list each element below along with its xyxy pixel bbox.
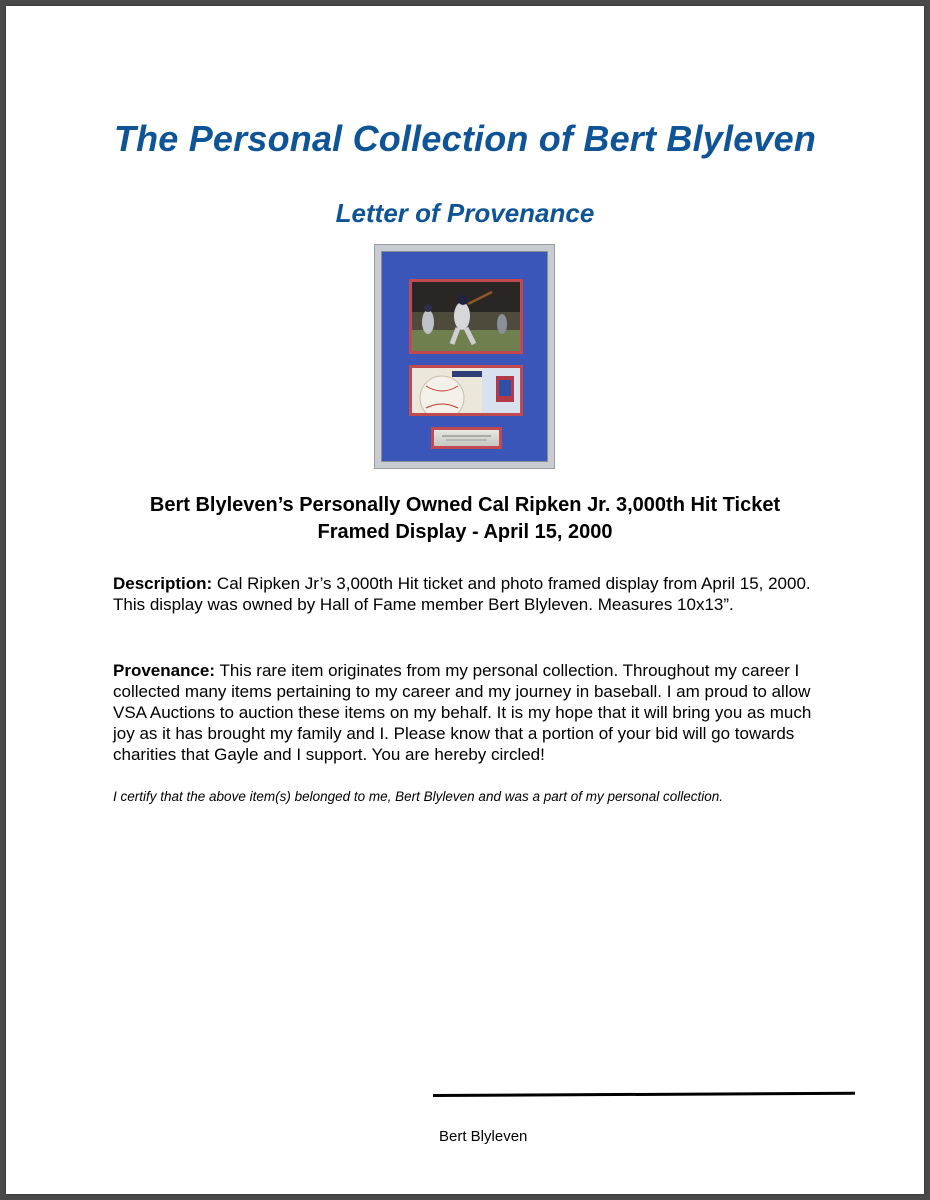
item-heading-line2: Framed Display - April 15, 2000 [317,521,613,543]
photo-mat [409,279,523,354]
item-heading-line1: Bert Blyleven’s Personally Owned Cal Ripken Jr. 3,000th Hit Ticket [149,494,781,516]
description-text: Cal Ripken Jr’s 3,000th Hit ticket and photo framed display from April 15, 2000. This display was owned by Hall of Fame member Bert Blyleven. Measures 10x13”. [113,574,811,614]
engraved-plaque [434,430,499,446]
signature-line [433,1092,855,1097]
provenance-label: Provenance: [113,661,216,680]
certification-statement: I certify that the above item(s) belonged to me, Bert Blyleven and was a part of my personal collection. [113,789,724,804]
plaque-mat [431,427,502,449]
description-label: Description: [113,574,213,593]
description-paragraph [113,573,813,615]
ticket-mat [409,365,523,416]
provenance-paragraph [113,660,813,765]
frame-blue-mat [381,251,548,462]
framed-display-image [374,244,555,469]
ticket [412,368,520,413]
ticket-art [412,368,520,413]
document-subtitle: Letter of Provenance [335,198,595,228]
document-title: The Personal Collection of Bert Blyleven [113,118,817,159]
item-heading [6,492,924,546]
provenance-text: This rare item originates from my personal collection. Throughout my career I collected many items pertaining to my career and my journey in baseball. I am proud to allow VSA Auctions to auction these items on my behalf. It is my hope that it will bring you as much joy as it has brought my family and I. Please know that a portion of your bid will go towards charities that Gayle and I support. You are hereby circled! [113,661,812,764]
batter-photo [412,282,520,351]
plaque-art [434,430,499,446]
batter-photo-art [412,282,520,351]
signature-name: Bert Blyleven [439,1128,528,1145]
letter-page [6,6,924,1194]
